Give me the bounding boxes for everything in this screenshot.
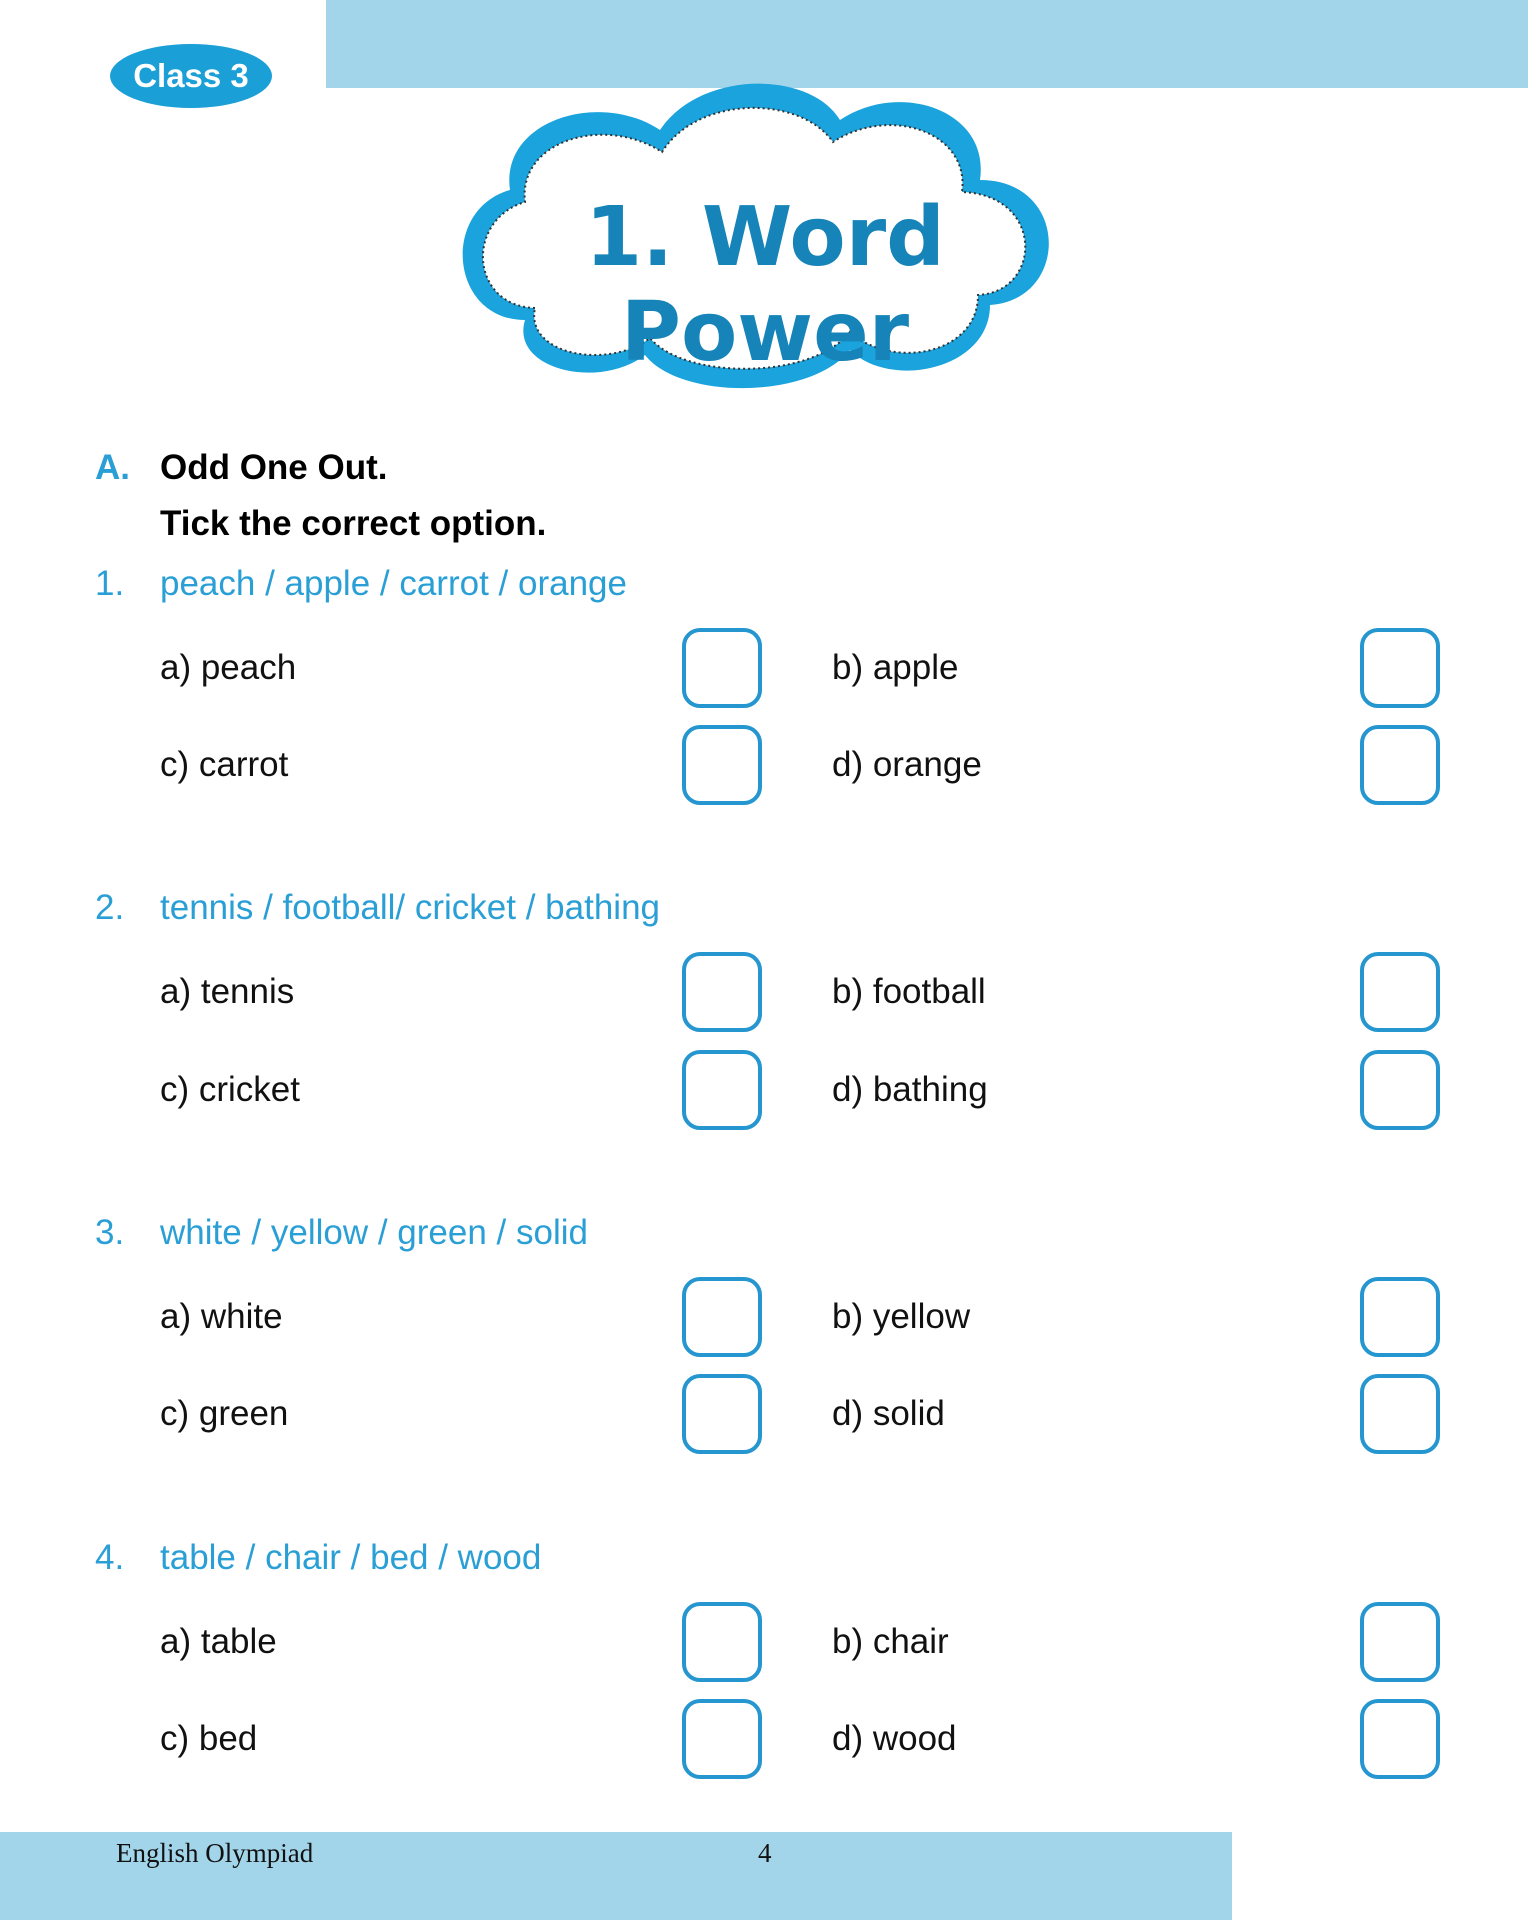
question-number: 4. <box>95 1538 125 1577</box>
question-number: 3. <box>95 1213 125 1252</box>
section-letter: A. <box>95 448 130 487</box>
option-c-label: c) cricket <box>160 1070 300 1109</box>
option-d-checkbox[interactable] <box>1360 725 1440 805</box>
option-a-checkbox[interactable] <box>682 628 762 708</box>
option-d-label: d) bathing <box>832 1070 988 1109</box>
section-instruction: Tick the correct option. <box>160 504 547 543</box>
option-b-checkbox[interactable] <box>1360 1277 1440 1357</box>
option-a-label: a) white <box>160 1297 283 1336</box>
option-d-checkbox[interactable] <box>1360 1699 1440 1779</box>
option-d-label: d) wood <box>832 1719 957 1758</box>
option-d-label: d) solid <box>832 1394 945 1433</box>
option-c-checkbox[interactable] <box>682 1050 762 1130</box>
option-c-checkbox[interactable] <box>682 725 762 805</box>
option-b-checkbox[interactable] <box>1360 952 1440 1032</box>
option-c-label: c) carrot <box>160 745 289 784</box>
option-c-label: c) bed <box>160 1719 258 1758</box>
option-b-checkbox[interactable] <box>1360 628 1440 708</box>
option-b-label: b) chair <box>832 1622 949 1661</box>
option-d-checkbox[interactable] <box>1360 1374 1440 1454</box>
option-d-checkbox[interactable] <box>1360 1050 1440 1130</box>
option-a-label: a) tennis <box>160 972 295 1011</box>
question-text: white / yellow / green / solid <box>160 1213 588 1252</box>
option-a-checkbox[interactable] <box>682 1277 762 1357</box>
page-title: 1. Word Power <box>585 190 945 380</box>
section-title: Odd One Out. <box>160 448 388 487</box>
option-c-checkbox[interactable] <box>682 1374 762 1454</box>
option-c-label: c) green <box>160 1394 289 1433</box>
option-a-checkbox[interactable] <box>682 952 762 1032</box>
question-text: peach / apple / carrot / orange <box>160 564 627 603</box>
option-b-label: b) football <box>832 972 986 1011</box>
option-d-label: d) orange <box>832 745 982 784</box>
option-b-label: b) yellow <box>832 1297 971 1336</box>
option-b-checkbox[interactable] <box>1360 1602 1440 1682</box>
option-a-label: a) table <box>160 1622 277 1661</box>
page-number: 4 <box>758 1838 772 1868</box>
question-number: 1. <box>95 564 125 603</box>
option-a-checkbox[interactable] <box>682 1602 762 1682</box>
option-c-checkbox[interactable] <box>682 1699 762 1779</box>
question-text: table / chair / bed / wood <box>160 1538 542 1577</box>
footer-book-title: English Olympiad <box>116 1838 314 1868</box>
class-badge: Class 3 <box>110 44 272 108</box>
question-number: 2. <box>95 888 125 927</box>
question-text: tennis / football/ cricket / bathing <box>160 888 660 927</box>
option-b-label: b) apple <box>832 648 959 687</box>
option-a-label: a) peach <box>160 648 297 687</box>
